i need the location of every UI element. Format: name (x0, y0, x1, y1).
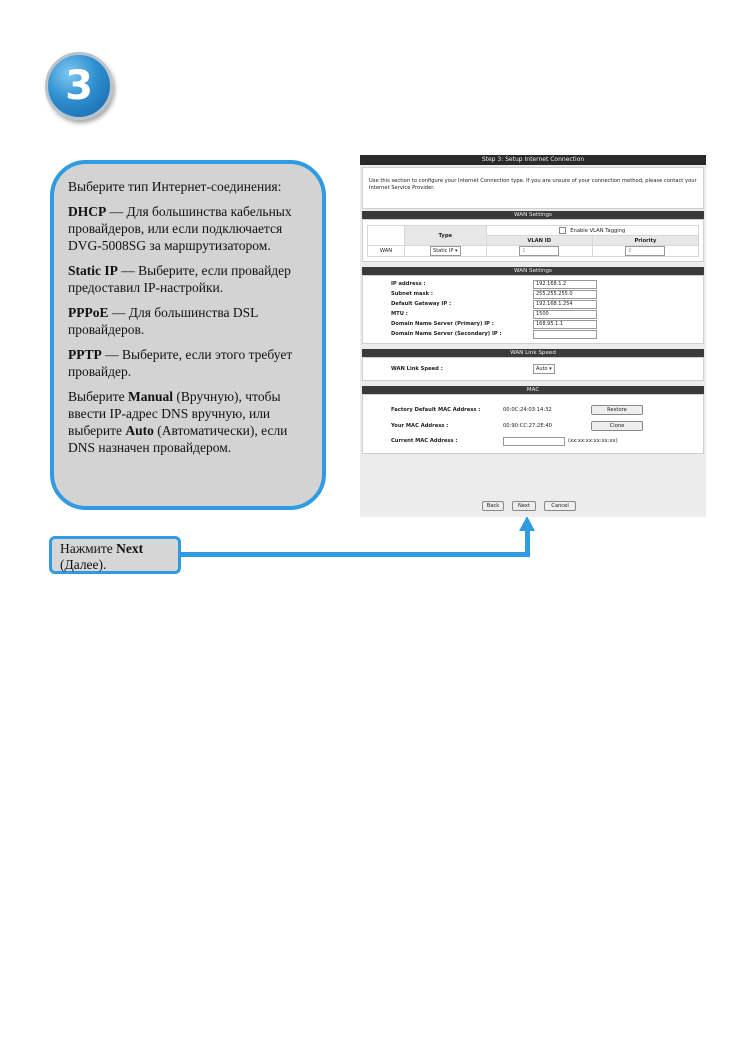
mac-header: MAC (362, 386, 704, 394)
text-pptp: — Выберите, если этого требует провайдер. (68, 347, 293, 379)
wizard-buttons (360, 501, 706, 511)
mtu-input[interactable]: 1500 (533, 310, 597, 319)
dns-secondary-row (363, 329, 703, 339)
dns-text-2: (Вручную), чтобы ввести IP-адрес DNS вручную, или выберите (68, 389, 281, 438)
priority-input[interactable]: 0 (625, 246, 665, 256)
priority-cell (592, 246, 698, 257)
vlan-id-input[interactable]: 1 (519, 246, 559, 256)
type-select[interactable]: Static IP ▾ (430, 246, 461, 256)
wan-settings-header-2: WAN Settings (362, 267, 704, 275)
vlan-id-header: VLAN ID (486, 236, 592, 246)
instruction-static (68, 262, 312, 296)
text-pppoe: — Для большинства DSL провайдеров. (68, 305, 258, 337)
term-dhcp: DHCP (68, 204, 107, 219)
vlan-id-cell (486, 246, 592, 257)
mtu-row (363, 309, 703, 319)
vlan-tagging-cell (486, 226, 698, 236)
type-header: Type (405, 226, 487, 246)
instruction-pppoe (68, 304, 312, 338)
link-speed-value: Auto (536, 366, 548, 372)
term-pppoe: PPPoE (68, 305, 109, 320)
step-number-badge (45, 52, 113, 120)
link-speed-row (363, 364, 703, 374)
note-text-1: Нажмите (60, 541, 117, 556)
wan-link-speed-header: WAN Link Speed (362, 349, 704, 357)
note-text-2: (Далее). (60, 557, 107, 572)
router-intro-text: Use this section to configure your Internet Connection type. If you are unsure of your connection method, please contact your Internet Service Provider. (362, 167, 704, 209)
current-mac-row (363, 436, 703, 446)
restore-button[interactable]: Restore (591, 405, 643, 415)
table-corner (368, 226, 405, 246)
cancel-button[interactable]: Cancel (544, 501, 576, 511)
instruction-pptp (68, 346, 312, 380)
dns-text-1: Выберите (68, 389, 128, 404)
gateway-input[interactable]: 192.168.1.254 (533, 300, 597, 309)
dns-primary-row (363, 319, 703, 329)
instruction-bubble (50, 160, 326, 510)
wan-type-table (367, 225, 699, 257)
next-note (49, 536, 181, 574)
vlan-tagging-checkbox[interactable] (559, 227, 566, 234)
ip-address-input[interactable]: 192.168.1.2 (533, 280, 597, 289)
text-dhcp: — Для большинства кабельных провайдеров, или если подключается DVG-5008SG за маршрутизатором. (68, 204, 292, 253)
subnet-mask-row (363, 289, 703, 299)
step-number: 3 (65, 63, 93, 109)
field-label: Domain Name Server (Primary) IP : (391, 321, 494, 327)
dns-secondary-input[interactable] (533, 330, 597, 339)
type-select-value: Static IP (433, 248, 454, 254)
dns-auto: Auto (125, 423, 154, 438)
instruction-dns (68, 388, 312, 456)
pointer-arrow-line (181, 552, 530, 557)
note-next: Next (116, 541, 144, 556)
instruction-dhcp (68, 203, 312, 254)
wan-ip-section (362, 275, 704, 344)
your-mac-row (363, 421, 703, 431)
factory-mac-value: 00:0C:24:03:14:32 (503, 407, 552, 413)
factory-mac-label: Factory Default MAC Address : (391, 407, 481, 413)
wan-link-speed-section (362, 357, 704, 381)
clone-button[interactable]: Clone (591, 421, 643, 431)
mac-section (362, 394, 704, 454)
your-mac-value: 00:90:CC:27:2E:40 (503, 423, 552, 429)
field-label: Domain Name Server (Secondary) IP : (391, 331, 502, 337)
priority-header: Priority (592, 236, 698, 246)
wan-row-label: WAN (368, 246, 405, 257)
instruction-heading: Выберите тип Интернет-соединения: (68, 179, 282, 194)
field-label: Default Gateway IP : (391, 301, 452, 307)
term-pptp: PPTP (68, 347, 102, 362)
current-mac-input[interactable] (503, 437, 565, 446)
field-label: MTU : (391, 311, 408, 317)
term-static: Static IP (68, 263, 118, 278)
ip-address-row (363, 279, 703, 289)
link-speed-label: WAN Link Speed : (391, 366, 443, 372)
text-static: — Выберите, если провайдер предоставил IP-настройки. (68, 263, 291, 295)
current-mac-label: Current MAC Address : (391, 438, 458, 444)
field-label: Subnet mask : (391, 291, 433, 297)
router-setup-screenshot (360, 155, 706, 517)
factory-mac-row (363, 405, 703, 415)
field-label: IP address : (391, 281, 426, 287)
link-speed-select[interactable]: Auto ▾ (533, 364, 555, 374)
wan-settings-header: WAN Settings (362, 211, 704, 219)
type-cell (405, 246, 487, 257)
subnet-mask-input[interactable]: 255.255.255.0 (533, 290, 597, 299)
pointer-arrow-stem (525, 530, 530, 557)
next-button[interactable]: Next (512, 501, 536, 511)
vlan-tagging-label: Enable VLAN Tagging (570, 228, 626, 234)
back-button[interactable]: Back (482, 501, 504, 511)
dns-primary-input[interactable]: 168.95.1.1 (533, 320, 597, 329)
dns-manual: Manual (128, 389, 174, 404)
current-mac-hint: (xx:xx:xx:xx:xx:xx) (568, 438, 618, 444)
your-mac-label: Your MAC Address : (391, 423, 449, 429)
wan-type-section (362, 219, 704, 262)
dns-text-3: (Автоматически), если DNS назначен провайдером. (68, 423, 288, 455)
gateway-row (363, 299, 703, 309)
pointer-arrow-icon (519, 516, 535, 531)
router-page-title: Step 3: Setup Internet Connection (360, 155, 706, 165)
